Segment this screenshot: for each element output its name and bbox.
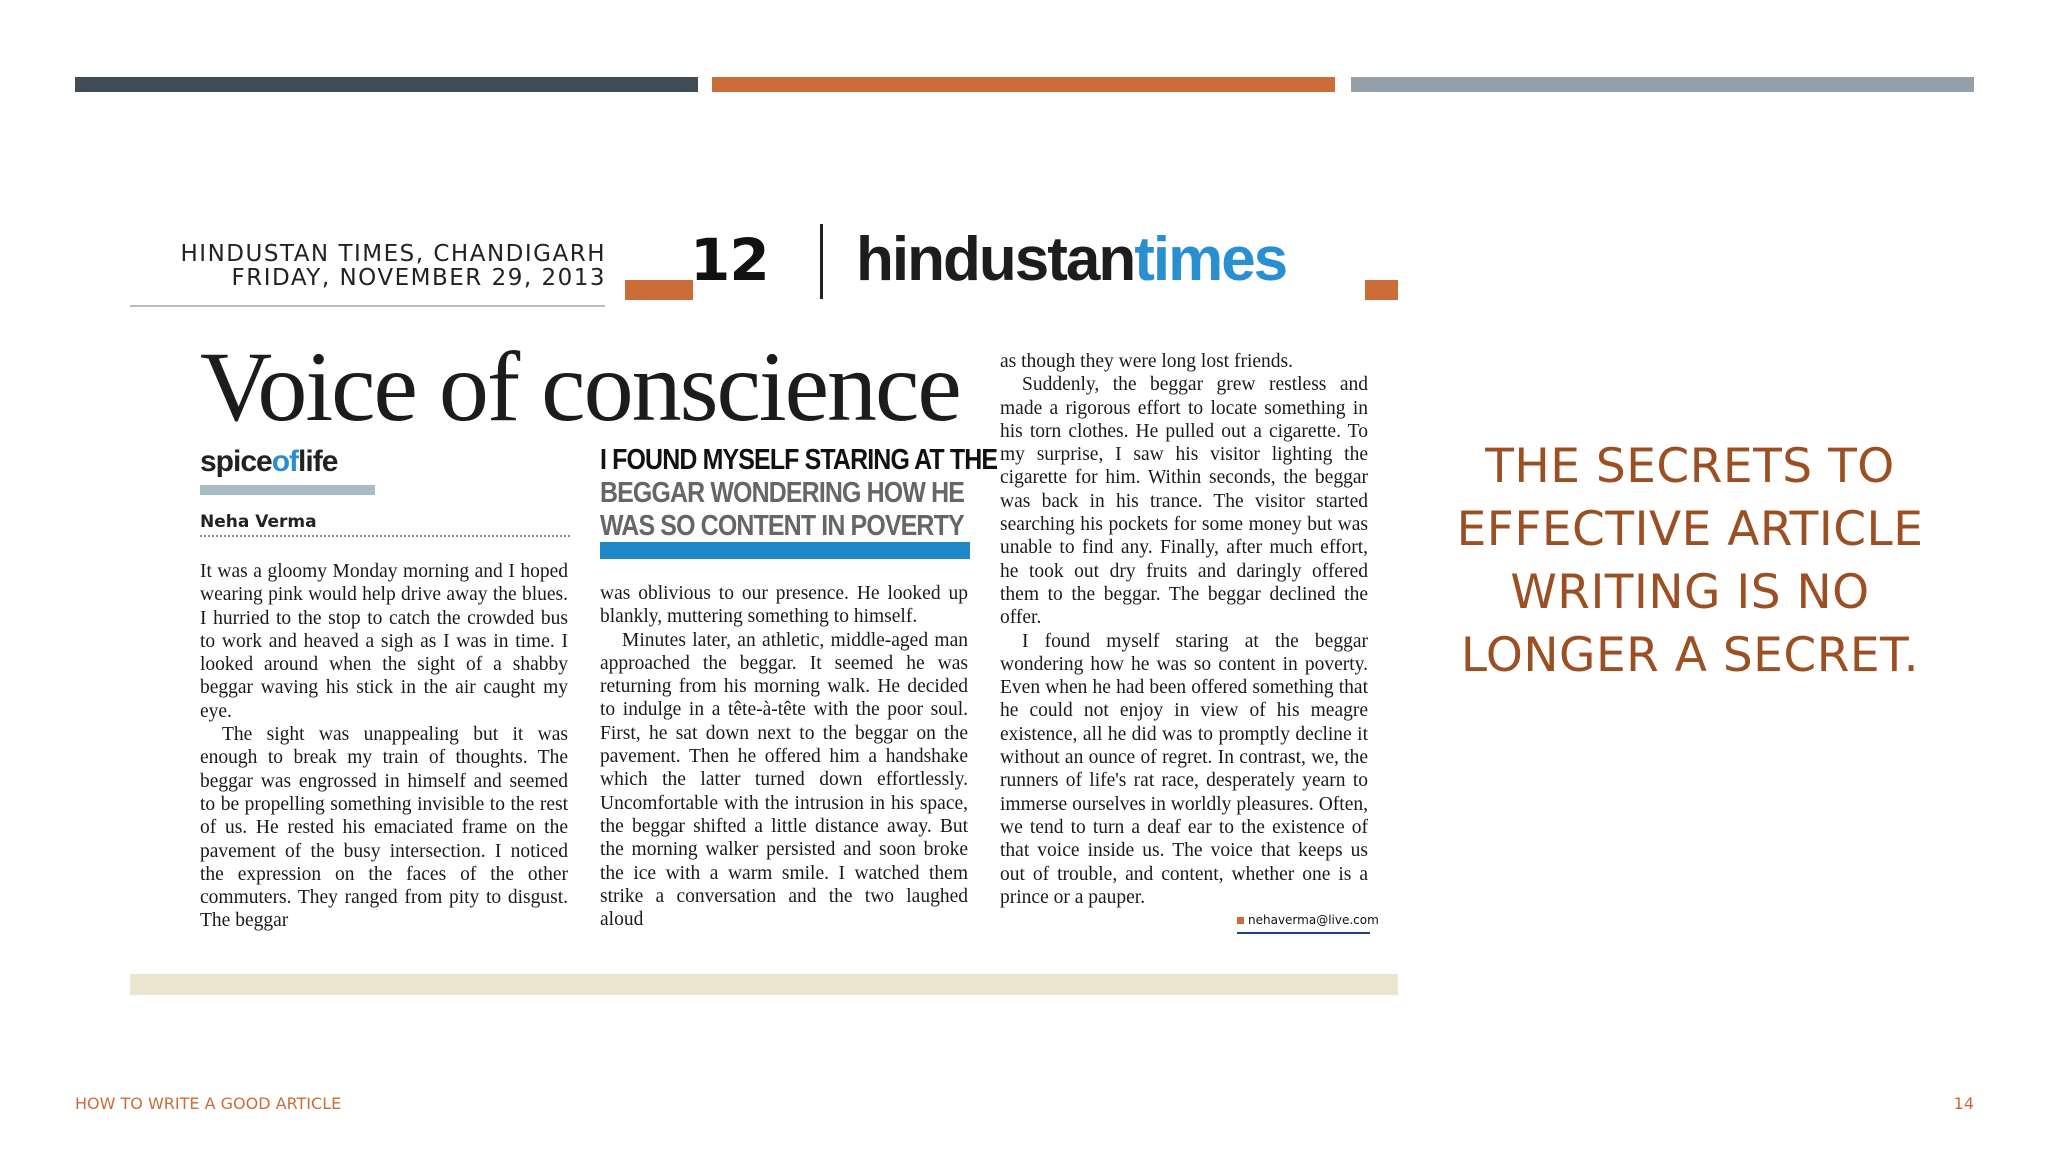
byline-rule [200,535,570,537]
paragraph: The sight was unappealing but it was enough to break my train of thoughts. The beggar was engrossed in himself and seemed to be propelling something invisible to the rest of us. He rested his emaciated frame on the pavement of the busy intersection. I noticed the expression on the faces of the other commuters. They ranged from pity to disgust. The beggar [200,724,568,932]
author-email-text: nehaverma@live.com [1248,913,1379,927]
email-underline [1237,932,1370,934]
masthead-orange-block-right [1365,280,1398,300]
byline: Neha Verma [200,512,317,532]
pull-quote-rule [600,542,970,559]
pull-quote-line-1: I FOUND MYSELF STARING AT THE [600,444,998,476]
paragraph: It was a gloomy Monday morning and I hoped wearing pink would help drive away the blues. I hurried to the stop to catch the crowded bus to work and heaved a sigh as I was in time. I looked around when the sight of a shabby beggar waving his stick in the air caught my eye. [200,561,568,722]
logo-times: times [1134,225,1287,294]
slide-title: THE SECRETS TO EFFECTIVE ARTICLE WRITING IS NO LONGER A SECRET. [1456,439,1924,683]
paragraph: I found myself staring at the beggar wondering how he was so content in poverty. Even when he had been offered something that he could not enjoy in view of his meagre existence, all he did was to promptly decline it without an ounce of regret. In contrast, we, the runners of life's rat race, desperately yearn to immerse ourselves in worldly pleasures. Often, we tend to turn a deaf ear to the existence of that voice inside us. The voice that keeps us out of trouble, and content, whether one is a prince or a pauper. [1000,630,1368,908]
section-label [200,445,337,479]
masthead-orange-block [625,280,693,300]
masthead-dateline [134,242,606,290]
top-accent-bar-orange [712,77,1335,92]
masthead-city: HINDUSTAN TIMES, CHANDIGARH [180,241,606,267]
pull-quote-line-3: WAS SO CONTENT IN POVERTY [600,510,964,542]
top-accent-bar-dark [75,77,698,92]
newspaper-clipping-image [130,220,1398,995]
logo-hindustan: hindustan [856,225,1135,294]
email-bullet-icon [1237,917,1244,924]
pull-quote-line-2: BEGGAR WONDERING HOW HE [600,477,965,509]
section-of: of [271,445,299,478]
masthead-date: FRIDAY, NOVEMBER 29, 2013 [231,265,606,291]
slide-number: 14 [1953,1094,1974,1113]
masthead-divider [820,224,823,299]
top-accent-bar-gray [1351,77,1974,92]
article-column-1 [200,560,568,933]
section-life: life [298,445,338,478]
masthead-rule [130,305,605,307]
article-column-2 [600,582,968,931]
pull-quote [600,444,998,543]
section-spice: spice [200,445,272,478]
section-underline [200,485,375,495]
newspaper-page-number: 12 [690,226,769,294]
article-column-3 [1000,350,1368,909]
clipping-bottom-strip [130,974,1398,995]
paragraph: as though they were long lost friends. [1000,351,1293,372]
newspaper-logo [856,224,1286,295]
slide-footer: HOW TO WRITE A GOOD ARTICLE [75,1094,342,1113]
paragraph: Suddenly, the beggar grew restless and made a rigorous effort to locate something in his torn clothes. He pulled out a cigarette. To my surprise, I saw his visitor lighting the cigarette for him. Within seconds, the beggar was back in his trance. The visitor started searching his pockets for some money but was unable to find any. Finally, after much effort, he took out dry fruits and daringly offered them to the beggar. The beggar declined the offer. [1000,374,1368,629]
paragraph: Minutes later, an athletic, middle-aged man approached the beggar. It seemed he was returning from his morning walk. He decided to indulge in a tête-à-tête with the poor soul. First, he sat down next to the beggar on the pavement. Then he offered him a handshake which the latter turned down effortlessly. Uncomfortable with the intrusion in his space, the beggar shifted a little distance away. But the morning walker persisted and soon broke the ice with a warm smile. I watched them strike a conversation and the two laughed aloud [600,629,968,931]
paragraph: was oblivious to our presence. He looked up blankly, muttering something to himself. [600,583,968,628]
author-email [1237,913,1379,927]
article-headline: Voice of conscience [200,331,960,442]
